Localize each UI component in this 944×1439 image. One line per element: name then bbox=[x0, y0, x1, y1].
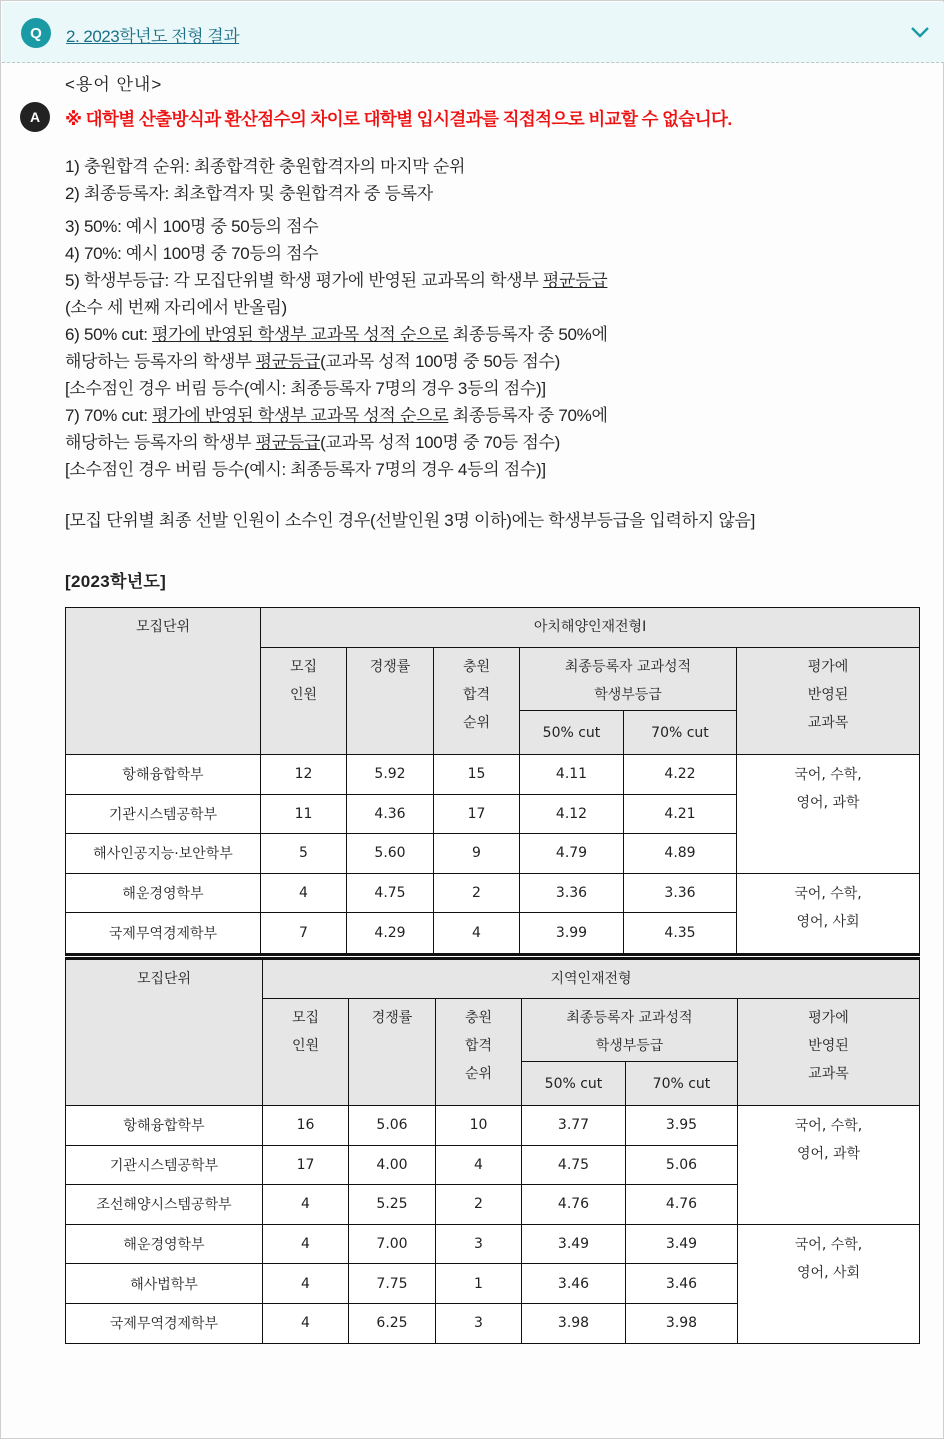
table-row: 해운경영학부 4 4.75 2 3.36 3.36 국어, 수학, 영어, 사회 bbox=[66, 873, 920, 913]
guide-title: <용어 안내> bbox=[65, 75, 163, 94]
header-rank: 충원 합격 순위 bbox=[436, 999, 522, 1106]
header-grade: 최종등록자 교과성적 학생부등급 bbox=[522, 999, 738, 1062]
table-row: 국제무역경제학부 4 6.25 3 3.98 3.98 bbox=[66, 1303, 920, 1343]
header-cut50: 50% cut bbox=[522, 1062, 626, 1106]
selection-note: [모집 단위별 최종 선발 인원이 소수인 경우(선발인원 3명 이하)에는 학생부등급을 입력하지 않음] bbox=[65, 511, 756, 530]
header-track: 지역인재전형 bbox=[263, 959, 920, 999]
definition-7-cont: 해당하는 등록자의 학생부 평균등급(교과목 성적 100명 중 70등 점수) bbox=[65, 433, 560, 452]
definition-3: 3) 50%: 예시 100명 중 50등의 점수 bbox=[65, 217, 319, 236]
table-row: 기관시스템공학부 11 4.36 17 4.12 4.21 bbox=[66, 794, 920, 834]
header-ratio: 경쟁률 bbox=[349, 999, 436, 1106]
definition-1: 1) 충원합격 순위: 최종합격한 충원합격자의 마지막 순위 bbox=[65, 157, 466, 176]
header-cut70: 70% cut bbox=[624, 711, 737, 755]
header-quota: 모집 인원 bbox=[263, 999, 349, 1106]
header-grade: 최종등록자 교과성적 학생부등급 bbox=[520, 648, 737, 711]
table-row: 해사법학부 4 7.75 1 3.46 3.46 bbox=[66, 1264, 920, 1304]
table-row: 항해융합학부 16 5.06 10 3.77 3.95 국어, 수학, 영어, 과학 bbox=[66, 1106, 920, 1146]
table-row: 해사인공지능·보안학부 5 5.60 9 4.79 4.89 bbox=[66, 834, 920, 874]
header-rank: 충원 합격 순위 bbox=[434, 648, 520, 755]
definition-6-note: [소수점인 경우 버림 등수(예시: 최종등록자 7명의 경우 3등의 점수)] bbox=[65, 379, 546, 398]
header-unit: 모집단위 bbox=[66, 959, 263, 1106]
header-subjects: 평가에 반영된 교과목 bbox=[737, 648, 920, 755]
table-row: 해운경영학부 4 7.00 3 3.49 3.49 국어, 수학, 영어, 사회 bbox=[66, 1224, 920, 1264]
definition-4: 4) 70%: 예시 100명 중 70등의 점수 bbox=[65, 244, 319, 263]
question-title-link[interactable]: 2. 2023학년도 전형 결과 bbox=[66, 27, 240, 46]
year-label: [2023학년도] bbox=[65, 572, 167, 591]
subjects-cell: 국어, 수학, 영어, 과학 bbox=[737, 755, 920, 874]
question-badge: Q bbox=[21, 18, 51, 48]
chevron-down-icon[interactable] bbox=[910, 24, 930, 40]
definition-5-note: (소수 세 번째 자리에서 반올림) bbox=[65, 298, 287, 317]
table-row: 항해융합학부 12 5.92 15 4.11 4.22 국어, 수학, 영어, 과학 bbox=[66, 755, 920, 795]
table-row: 국제무역경제학부 7 4.29 4 3.99 4.35 bbox=[66, 913, 920, 955]
definition-6: 6) 50% cut: 평가에 반영된 학생부 교과목 성적 순으로 최종등록자 중 50%에 bbox=[65, 325, 608, 344]
header-cut70: 70% cut bbox=[626, 1062, 738, 1106]
definition-7: 7) 70% cut: 평가에 반영된 학생부 교과목 성적 순으로 최종등록자 중 70%에 bbox=[65, 406, 608, 425]
table-row: 기관시스템공학부 17 4.00 4 4.75 5.06 bbox=[66, 1145, 920, 1185]
header-ratio: 경쟁률 bbox=[347, 648, 434, 755]
header-subjects: 평가에 반영된 교과목 bbox=[738, 999, 920, 1106]
answer-body bbox=[65, 71, 925, 595]
subjects-cell: 국어, 수학, 영어, 사회 bbox=[738, 1224, 920, 1343]
header-cut50: 50% cut bbox=[520, 711, 624, 755]
header-track: 아치해양인재전형Ⅰ bbox=[261, 608, 920, 648]
faq-question-header[interactable] bbox=[2, 2, 944, 63]
table-row: 조선해양시스템공학부 4 5.25 2 4.76 4.76 bbox=[66, 1185, 920, 1225]
header-unit: 모집단위 bbox=[66, 608, 261, 755]
header-quota: 모집 인원 bbox=[261, 648, 347, 755]
results-table-achi bbox=[65, 607, 920, 956]
results-table-regional bbox=[65, 957, 920, 1344]
definition-7-note: [소수점인 경우 버림 등수(예시: 최종등록자 7명의 경우 4등의 점수)] bbox=[65, 460, 546, 479]
definition-2: 2) 최종등록자: 최초합격자 및 충원합격자 중 등록자 bbox=[65, 184, 433, 203]
answer-badge: A bbox=[20, 102, 50, 132]
subjects-cell: 국어, 수학, 영어, 과학 bbox=[738, 1106, 920, 1225]
warning-text: ※ 대학별 산출방식과 환산점수의 차이로 대학별 입시결과를 직접적으로 비교할 수 없습니다. bbox=[65, 109, 732, 129]
definition-6-cont: 해당하는 등록자의 학생부 평균등급(교과목 성적 100명 중 50등 점수) bbox=[65, 352, 560, 371]
definition-5: 5) 학생부등급: 각 모집단위별 학생 평가에 반영된 교과목의 학생부 평균등급 bbox=[65, 271, 608, 290]
subjects-cell: 국어, 수학, 영어, 사회 bbox=[737, 873, 920, 955]
